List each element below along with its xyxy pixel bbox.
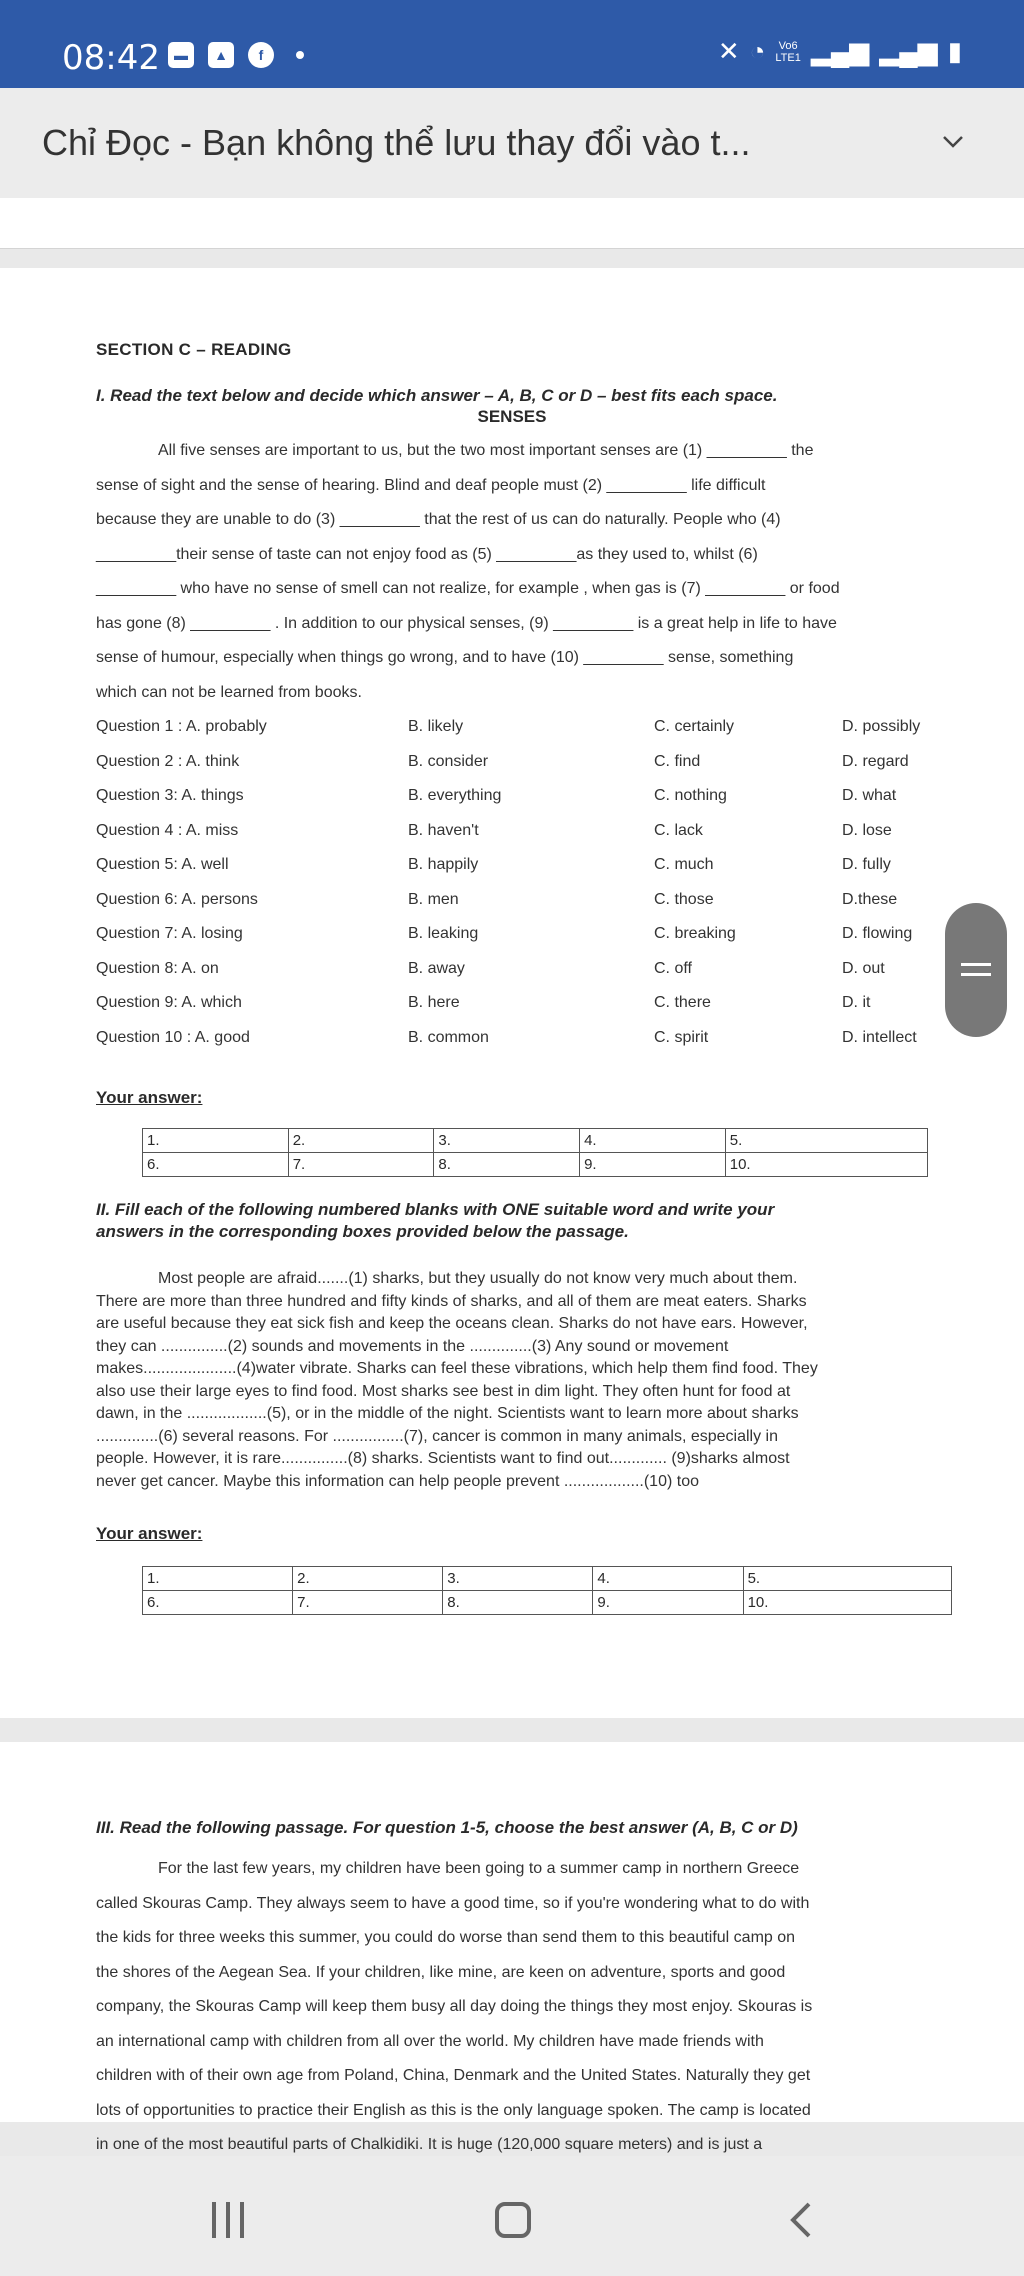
passage-line: sense of humour, especially when things go wrong, and to have (10) _________ sense, something xyxy=(96,649,794,666)
answer-cell: 7. xyxy=(288,1153,434,1177)
question-options-table xyxy=(96,710,976,1055)
passage-line: the kids for three weeks this summer, you could do worse than send them to this beautiful camp on xyxy=(96,1929,796,1946)
part1-your-answer-label: Your answer: xyxy=(96,1088,203,1107)
question-row: Question 4 : A. miss B. haven't C. lack D. lose xyxy=(96,821,892,839)
answer-cell: 3. xyxy=(434,1129,580,1153)
battery-icon: ▮ xyxy=(947,36,962,66)
wifi-icon: ◔ xyxy=(749,36,766,66)
passage-line: in one of the most beautiful parts of Chalkidiki. It is huge (120,000 square meters) and is just a xyxy=(96,2136,763,2153)
question-row: Question 10 : A. good B. common C. spirit D. intellect xyxy=(96,1028,917,1046)
answer-cell: 8. xyxy=(434,1153,580,1177)
gallery-icon: ▲ xyxy=(208,42,234,68)
document-page-1 xyxy=(0,268,1024,1718)
passage-line: also use their large eyes to find food. Most sharks see best in dim light. They often hunt for food at xyxy=(96,1382,791,1400)
answer-cell: 4. xyxy=(580,1129,726,1153)
part1-instruction: I. Read the text below and decide which answer – A, B, C or D – best fits each space. xyxy=(96,386,778,405)
network-type-label: Vo6 LTE1 xyxy=(775,39,801,64)
senses-passage xyxy=(96,434,956,710)
passage-line: because they are unable to do (3) _________ that the rest of us can do naturally. People who (4) xyxy=(96,511,781,528)
answer-cell: 1. xyxy=(143,1567,293,1591)
question-row: Question 8: A. on B. away C. off D. out xyxy=(96,959,885,977)
answer-cell: 10. xyxy=(743,1591,951,1615)
passage-line: the shores of the Aegean Sea. If your children, like mine, are keen on adventure, sports and good xyxy=(96,1963,786,1981)
passage-line: which can not be learned from books. xyxy=(96,683,362,701)
document-title: Chỉ Đọc - Bạn không thể lưu thay đổi vào t... xyxy=(42,122,751,163)
passage-line: they can ...............(2) sounds and movements in the ..............(3) Any sound or movement xyxy=(96,1337,729,1355)
passage-line: ..............(6) several reasons. For ................(7), cancer is common in many animals, especially in xyxy=(96,1427,778,1445)
passage-line: children with of their own age from Poland, China, Denmark and the United States. Naturally they get xyxy=(96,2067,811,2084)
answer-cell: 9. xyxy=(580,1153,726,1177)
back-button[interactable] xyxy=(785,2202,815,2238)
answer-cell: 2. xyxy=(288,1129,434,1153)
sharks-passage xyxy=(96,1268,956,1493)
answer-cell: 6. xyxy=(143,1153,289,1177)
passage-line: _________ who have no sense of smell can not realize, for example , when gas is (7) _________ or food xyxy=(96,580,840,597)
answer-cell: 5. xyxy=(725,1129,927,1153)
more-notifications-dot-icon xyxy=(296,51,304,59)
passage-line: called Skouras Camp. They always seem to have a good time, so if you're wondering what to do with xyxy=(96,1894,810,1912)
passage-line: never get cancer. Maybe this information can help people prevent ..................(10) too xyxy=(96,1472,699,1490)
page-top-edge xyxy=(0,198,1024,249)
system-icons xyxy=(718,36,962,67)
document-page-2 xyxy=(0,1742,1024,2153)
chevron-down-icon[interactable] xyxy=(942,130,964,152)
signal-2-icon: ▂▄▆ xyxy=(879,36,938,66)
answer-cell: 5. xyxy=(743,1567,951,1591)
passage-line: are useful because they eat sick fish and keep the oceans clean. Sharks do not have ears. However, xyxy=(96,1315,808,1332)
part2-instruction-line1: II. Fill each of the following numbered blanks with ONE suitable word and write your xyxy=(96,1200,775,1219)
scroll-handle[interactable] xyxy=(945,903,1007,1037)
passage-heading: SENSES xyxy=(477,407,547,426)
question-row: Question 3: A. things B. everything C. nothing D. what xyxy=(96,787,897,804)
camp-passage xyxy=(96,1852,956,2163)
question-row: Question 7: A. losing B. leaking C. breaking D. flowing xyxy=(96,925,913,942)
passage-line: an international camp with children from all over the world. My children have made friends with xyxy=(96,2032,764,2050)
question-row: Question 9: A. which B. here C. there D. it xyxy=(96,994,871,1011)
scroll-handle-grip-icon xyxy=(961,973,991,976)
document-title-bar[interactable] xyxy=(0,88,1024,199)
passage-line: lots of opportunities to practice their English as this is the only language spoken. The camp is located xyxy=(96,2101,811,2119)
section-title: SECTION C – READING xyxy=(96,340,292,359)
passage-line: company, the Skouras Camp will keep them busy all day doing the things they most enjoy. Skouras is xyxy=(96,1998,813,2015)
notification-icons xyxy=(168,42,304,68)
answer-cell: 7. xyxy=(293,1591,443,1615)
answer-cell: 10. xyxy=(725,1153,927,1177)
answer-cell: 3. xyxy=(443,1567,593,1591)
home-button[interactable] xyxy=(495,2202,531,2238)
passage-line: All five senses are important to us, but the two most important senses are (1) _________ the xyxy=(158,442,814,459)
signal-icon: ▂▄▆ xyxy=(810,36,870,66)
part2-your-answer-label: Your answer: xyxy=(96,1524,203,1543)
passage-line: dawn, in the ..................(5), or in the middle of the night. Scientists want to learn more about sharks xyxy=(96,1405,799,1422)
scroll-handle-grip-icon xyxy=(961,963,991,966)
navigation-bar xyxy=(0,2156,1024,2276)
passage-line: makes.....................(4)water vibrate. Sharks can feel these vibrations, which help them find food. They xyxy=(96,1360,818,1377)
passage-line: For the last few years, my children have been going to a summer camp in northern Greece xyxy=(158,1860,800,1877)
status-time: 08:42 xyxy=(62,38,160,78)
part2-answer-table xyxy=(142,1566,952,1615)
status-bar xyxy=(0,0,1024,88)
passage-line: has gone (8) _________ . In addition to our physical senses, (9) _________ is a great help in life to have xyxy=(96,614,837,632)
passage-line: Most people are afraid.......(1) sharks, but they usually do not know very much about them. xyxy=(158,1270,798,1287)
answer-cell: 9. xyxy=(593,1591,743,1615)
notification-app-icon: ▬ xyxy=(168,42,194,68)
passage-line: There are more than three hundred and fifty kinds of sharks, and all of them are meat eaters. Sharks xyxy=(96,1292,807,1310)
answer-cell: 4. xyxy=(593,1567,743,1591)
question-row: Question 6: A. persons B. men C. those D.these xyxy=(96,890,898,908)
answer-cell: 2. xyxy=(293,1567,443,1591)
answer-cell: 1. xyxy=(143,1129,289,1153)
question-row: Question 1 : A. probably B. likely C. certainly D. possibly xyxy=(96,718,921,735)
recent-apps-button[interactable] xyxy=(212,2202,244,2238)
part3-instruction: III. Read the following passage. For question 1-5, choose the best answer (A, B, C or D) xyxy=(96,1818,798,1837)
mute-icon: ✕ xyxy=(717,36,740,66)
answer-cell: 6. xyxy=(143,1591,293,1615)
facebook-icon: f xyxy=(248,42,274,68)
part2-instruction-line2: answers in the corresponding boxes provided below the passage. xyxy=(96,1222,629,1241)
question-row: Question 5: A. well B. happily C. much D. fully xyxy=(96,856,891,873)
passage-line: people. However, it is rare...............(8) sharks. Scientists want to find out............. (9)sharks almost xyxy=(96,1450,790,1467)
passage-line: sense of sight and the sense of hearing. Blind and deaf people must (2) _________ life difficult xyxy=(96,476,766,494)
passage-line: _________their sense of taste can not enjoy food as (5) _________as they used to, whilst (6) xyxy=(96,545,758,563)
question-row: Question 2 : A. think B. consider C. find D. regard xyxy=(96,752,909,770)
part1-answer-table xyxy=(142,1128,928,1177)
answer-cell: 8. xyxy=(443,1591,593,1615)
